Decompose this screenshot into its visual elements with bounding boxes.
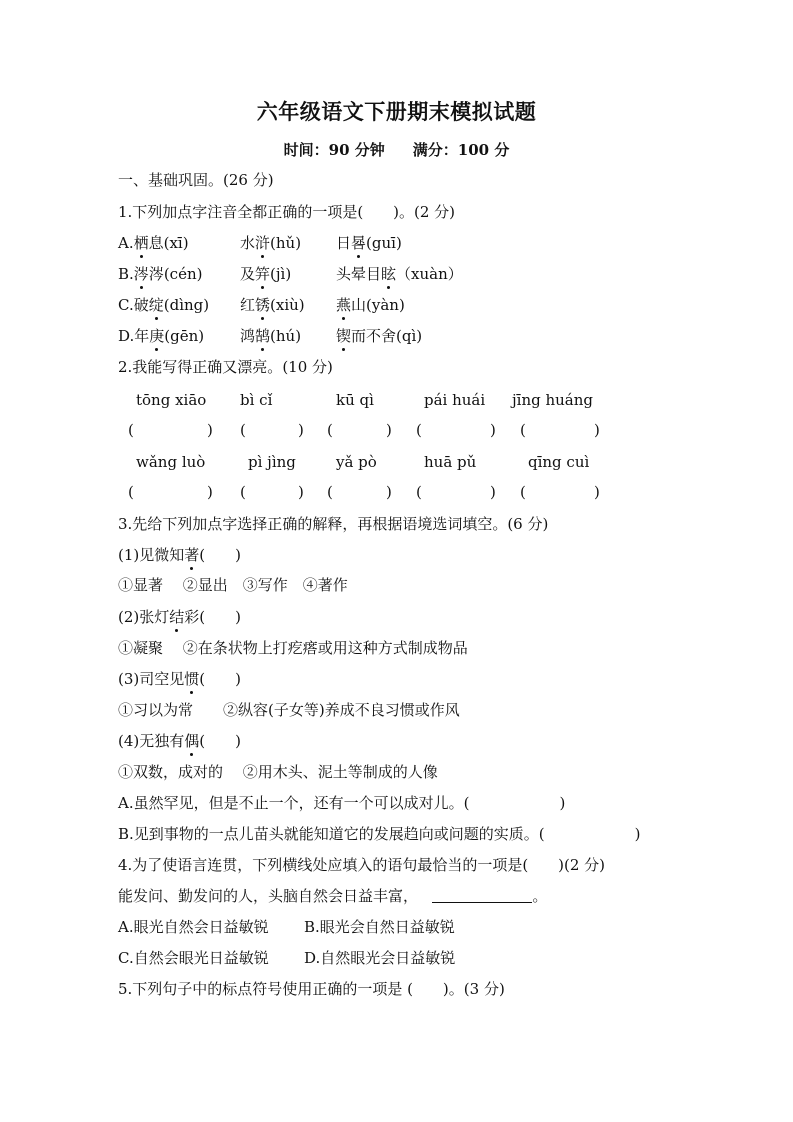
pinyin: pái huái (424, 391, 486, 409)
dotted-char: 结 (169, 608, 185, 626)
q3-item: (2)张灯结彩( ) (118, 608, 241, 626)
q4-option-b: B.眼光会自然日益敏锐 (304, 918, 455, 936)
answer-paren-open: ( (240, 421, 246, 439)
q1-option-d-word3: 锲而不舍(qì) (336, 327, 423, 345)
dotted-char: 笄 (255, 265, 271, 283)
answer-paren-close: ) (207, 483, 213, 501)
answer-paren-close: ) (207, 421, 213, 439)
q1-option-c-word3: 燕山(yàn) (336, 296, 405, 314)
dotted-char: 晷 (351, 234, 367, 252)
q1-option-a-word3: 日晷(guī) (336, 234, 402, 252)
exam-time: 时间：90 分钟 (283, 141, 385, 159)
q4-sentence: 能发问、勤发问的人，头脑自然会日益丰富， 。 (118, 887, 548, 905)
q4-option-d: D.自然眼光会日益敏锐 (304, 949, 456, 967)
answer-paren-open: ( (520, 483, 526, 501)
answer-paren-close: ) (298, 421, 304, 439)
pinyin: wǎng luò (136, 453, 206, 471)
dotted-char: 涔 (133, 265, 149, 283)
q1-option-b-word2: 及笄(jì) (240, 265, 292, 283)
q3-choices: ①凝聚 ②在条状物上打疙瘩或用这种方式制成物品 (118, 639, 468, 657)
pinyin: kū qì (336, 391, 374, 409)
answer-paren-close: ) (386, 421, 392, 439)
answer-paren-close: ) (298, 483, 304, 501)
pinyin: pì jìng (248, 453, 296, 471)
answer-paren-close: ) (490, 421, 496, 439)
answer-paren-open: ( (416, 421, 422, 439)
answer-paren-open: ( (327, 421, 333, 439)
exam-meta (0, 139, 793, 160)
exam-score: 满分：100 分 (412, 141, 510, 159)
dotted-char: 惯 (184, 670, 200, 688)
dotted-char: 偶 (184, 732, 200, 750)
answer-paren-open: ( (128, 421, 134, 439)
pinyin: bì cǐ (240, 391, 273, 409)
q3-fill-a: A.虽然罕见，但是不止一个，还有一个可以成对儿。( ) (118, 794, 566, 812)
pinyin: yǎ pò (336, 453, 377, 471)
dotted-char: 眩 (381, 265, 397, 283)
q1-option-d-word2: 鸿鹄(hú) (240, 327, 302, 345)
q3-item: (3)司空见惯( ) (118, 670, 241, 688)
q3-fill-b: B.见到事物的一点儿苗头就能知道它的发展趋向或问题的实质。( ) (118, 825, 641, 843)
answer-paren-open: ( (128, 483, 134, 501)
q1-option-b-word3: 头晕目眩（xuàn） (336, 265, 463, 283)
dotted-char: 浒 (255, 234, 271, 252)
q1-option-a: A.栖息(xī) (118, 234, 189, 252)
section-heading: 一、基础巩固。(26 分) (118, 171, 274, 189)
q1-option-c-word2: 红锈(xiù) (240, 296, 305, 314)
answer-paren-close: ) (490, 483, 496, 501)
answer-paren-close: ) (386, 483, 392, 501)
question-1-stem: 1.下列加点字注音全都正确的一项是( )。(2 分) (118, 203, 456, 221)
dotted-char: 鹄 (255, 327, 271, 345)
dotted-char: 绽 (148, 296, 164, 314)
answer-paren-open: ( (240, 483, 246, 501)
answer-paren-open: ( (327, 483, 333, 501)
answer-paren-open: ( (520, 421, 526, 439)
question-2-stem: 2.我能写得正确又漂亮。(10 分) (118, 358, 333, 376)
fill-blank-line (432, 888, 532, 903)
q4-option-c: C.自然会眼光日益敏锐 (118, 949, 269, 967)
pinyin: tōng xiāo (136, 391, 207, 409)
q3-choices: ①显著 ②显出 ③写作 ④著作 (118, 576, 348, 594)
question-3-stem: 3.先给下列加点字选择正确的解释，再根据语境选词填空。(6 分) (118, 515, 549, 533)
answer-paren-open: ( (416, 483, 422, 501)
q3-choices: ①双数，成对的 ②用木头、泥土等制成的人像 (118, 763, 438, 781)
dotted-char: 著 (184, 546, 200, 564)
q3-item: (1)见微知著( ) (118, 546, 241, 564)
question-4-stem: 4.为了使语言连贯，下列横线处应填入的语句最恰当的一项是( )(2 分) (118, 856, 606, 874)
page-title: 六年级语文下册期末模拟试题 (256, 99, 537, 124)
pinyin: qīng cuì (528, 453, 590, 471)
q4-option-a: A.眼光自然会日益敏锐 (118, 918, 269, 936)
q3-item: (4)无独有偶( ) (118, 732, 241, 750)
q1-option-c: C.破绽(dìng) (118, 296, 210, 314)
pinyin: huā pǔ (424, 453, 477, 471)
question-5-stem: 5.下列句子中的标点符号使用正确的一项是 ( )。(3 分) (118, 980, 505, 998)
dotted-char: 锈 (255, 296, 271, 314)
q1-option-b: B.涔涔(cén) (118, 265, 203, 283)
q3-choices: ①习以为常 ②纵容(子女等)养成不良习惯或作风 (118, 701, 460, 719)
pinyin: jīng huáng (512, 391, 594, 409)
dotted-char: 栖 (133, 234, 149, 252)
q1-option-a-word2: 水浒(hǔ) (240, 234, 302, 252)
answer-paren-close: ) (594, 421, 600, 439)
dotted-char: 庚 (149, 327, 165, 345)
answer-paren-close: ) (594, 483, 600, 501)
dotted-char: 燕 (336, 296, 352, 314)
dotted-char: 锲 (336, 327, 352, 345)
q1-option-d: D.年庚(gēn) (118, 327, 205, 345)
